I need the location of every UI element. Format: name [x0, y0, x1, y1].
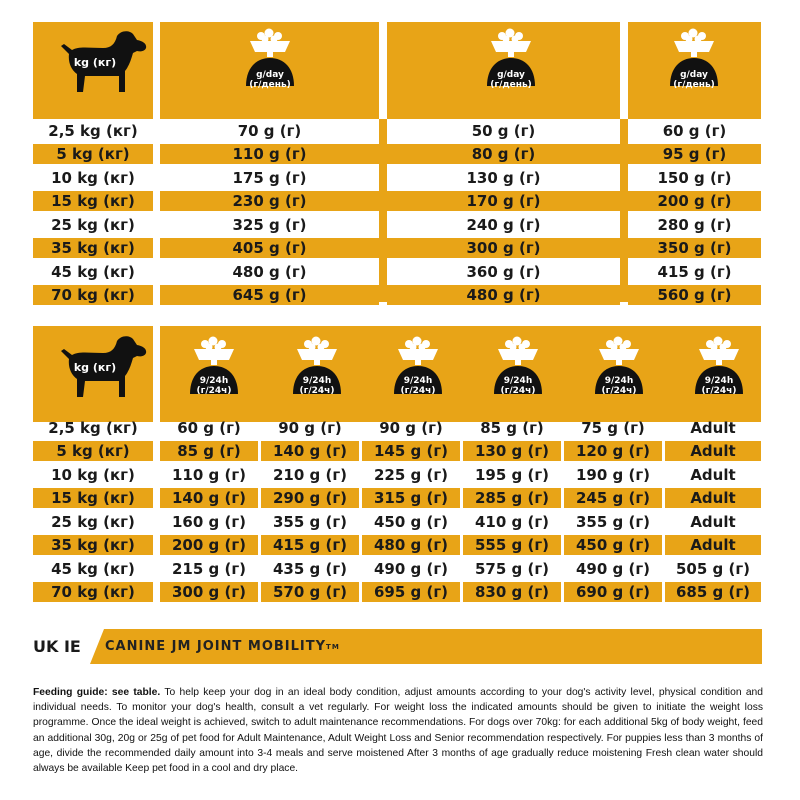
portion-cell: Adult	[690, 418, 736, 437]
weight-cell: 35 kg (кг)	[51, 239, 135, 258]
bowl-label-unit-ru: (г/24ч)	[299, 386, 335, 396]
portion-cell: 450 g (г)	[373, 512, 449, 531]
bowl-label-unit-ru: (г/день)	[673, 80, 715, 90]
portion-cell: 215 g (г)	[171, 559, 247, 578]
food-bowl-scale-icon	[285, 332, 349, 404]
dog-silhouette-icon	[55, 331, 155, 411]
food-bowl-scale-icon	[687, 332, 751, 404]
weight-cell: 45 kg (кг)	[51, 559, 135, 578]
feeding-guide-text: To help keep your dog in an ideal body condition, adjust amounts according to your dog's activity level, physical condition and individual needs. To monitor your dog's health, consult a vet regularly. For weight loss the indicated amounts should be given to initiate the weight loss programme. Once the ideal weight is achieved, switch to adult maintenance recommendations. For dogs over 70kg: for each additional 5kg of body weight, feed an additional 30g, 20g or 25g of pet food for Adult Maintenance, Adult Weight Loss and Senior recommendation respectively. For puppies less than 3 months of age, divide the recommended daily amount into 3-4 meals and serve moistened After 3 months of age gradually reduce moistening Fresh clean water should always be available Keep pet food in a cool and dry place.	[33, 687, 763, 775]
bowl-label-unit: 9/24h	[302, 376, 332, 386]
bowl-label-unit: g/day	[497, 70, 525, 80]
portion-cell: 315 g (г)	[373, 489, 449, 508]
food-bowl-scale-icon	[479, 24, 543, 96]
weight-cell: 15 kg (кг)	[51, 489, 135, 508]
portion-cell: 90 g (г)	[278, 418, 342, 437]
weight-cell: 70 kg (кг)	[51, 286, 135, 305]
table1-divider	[379, 119, 387, 302]
bowl-label-unit: 9/24h	[704, 376, 734, 386]
portion-cell: 480 g (г)	[232, 262, 307, 281]
portion-cell: 150 g (г)	[657, 168, 732, 187]
portion-cell: 60 g (г)	[177, 418, 241, 437]
weight-cell: 45 kg (кг)	[51, 262, 135, 281]
weight-cell: 2,5 kg (кг)	[48, 121, 138, 140]
food-bowl-scale-icon	[662, 24, 726, 96]
portion-cell: Adult	[690, 442, 736, 461]
portion-cell: Adult	[690, 536, 736, 555]
dog-silhouette-icon	[55, 26, 155, 106]
portion-cell: 175 g (г)	[232, 168, 307, 187]
food-bowl-scale-icon	[238, 24, 302, 96]
product-title	[105, 629, 340, 664]
portion-cell: 85 g (г)	[177, 442, 241, 461]
portion-cell: 195 g (г)	[474, 465, 550, 484]
bowl-label-unit: g/day	[680, 70, 708, 80]
portion-cell: 120 g (г)	[575, 442, 651, 461]
portion-cell: 300 g (г)	[466, 239, 541, 258]
bowl-label-unit-ru: (г/24ч)	[196, 386, 232, 396]
portion-cell: Adult	[690, 465, 736, 484]
portion-cell: 230 g (г)	[232, 192, 307, 211]
trademark: TM	[326, 642, 340, 651]
portion-cell: 170 g (г)	[466, 192, 541, 211]
food-bowl-scale-icon	[587, 332, 651, 404]
feeding-guide-heading: Feeding guide: see table.	[33, 687, 161, 698]
bowl-label-unit-ru: (г/24ч)	[500, 386, 536, 396]
bowl-label-unit-ru: (г/день)	[490, 80, 532, 90]
dog-weight-label: kg (кг)	[73, 56, 117, 69]
portion-cell: 225 g (г)	[373, 465, 449, 484]
portion-cell: 480 g (г)	[373, 536, 449, 555]
portion-cell: 95 g (г)	[662, 145, 727, 164]
portion-cell: Adult	[690, 512, 736, 531]
bowl-label-unit: 9/24h	[604, 376, 634, 386]
food-bowl-scale-icon	[386, 332, 450, 404]
bowl-label-unit: 9/24h	[403, 376, 433, 386]
table1-divider	[620, 119, 628, 302]
portion-cell: 360 g (г)	[466, 262, 541, 281]
portion-cell: 110 g (г)	[232, 145, 307, 164]
portion-cell: 325 g (г)	[232, 215, 307, 234]
portion-cell: 685 g (г)	[675, 583, 751, 602]
product-band	[33, 629, 762, 664]
portion-cell: 415 g (г)	[657, 262, 732, 281]
weight-cell: 15 kg (кг)	[51, 192, 135, 211]
portion-cell: 75 g (г)	[581, 418, 645, 437]
portion-cell: 290 g (г)	[272, 489, 348, 508]
portion-cell: 355 g (г)	[575, 512, 651, 531]
portion-cell: 130 g (г)	[474, 442, 550, 461]
portion-cell: 435 g (г)	[272, 559, 348, 578]
portion-cell: 505 g (г)	[675, 559, 751, 578]
feeding-guide	[33, 685, 763, 776]
portion-cell: 450 g (г)	[575, 536, 651, 555]
portion-cell: 350 g (г)	[657, 239, 732, 258]
weight-cell: 70 kg (кг)	[51, 583, 135, 602]
weight-cell: 2,5 kg (кг)	[48, 418, 138, 437]
portion-cell: 200 g (г)	[657, 192, 732, 211]
portion-cell: 830 g (г)	[474, 583, 550, 602]
portion-cell: 140 g (г)	[171, 489, 247, 508]
portion-cell: 85 g (г)	[480, 418, 544, 437]
bowl-label-unit-ru: (г/день)	[249, 80, 291, 90]
portion-cell: 410 g (г)	[474, 512, 550, 531]
weight-cell: 5 kg (кг)	[56, 145, 130, 164]
food-bowl-scale-icon	[486, 332, 550, 404]
portion-cell: 405 g (г)	[232, 239, 307, 258]
weight-cell: 25 kg (кг)	[51, 512, 135, 531]
region-label: UK IE	[33, 629, 90, 664]
food-bowl-scale-icon	[182, 332, 246, 404]
weight-cell: 10 kg (кг)	[51, 465, 135, 484]
portion-cell: 645 g (г)	[232, 286, 307, 305]
portion-cell: 200 g (г)	[171, 536, 247, 555]
portion-cell: 70 g (г)	[237, 121, 302, 140]
bowl-label-unit: 9/24h	[199, 376, 229, 386]
dog-weight-label: kg (кг)	[73, 361, 117, 374]
bowl-label-unit-ru: (г/24ч)	[400, 386, 436, 396]
portion-cell: 50 g (г)	[471, 121, 536, 140]
portion-cell: 280 g (г)	[657, 215, 732, 234]
portion-cell: 160 g (г)	[171, 512, 247, 531]
portion-cell: 90 g (г)	[379, 418, 443, 437]
portion-cell: 240 g (г)	[466, 215, 541, 234]
portion-cell: 415 g (г)	[272, 536, 348, 555]
portion-cell: 575 g (г)	[474, 559, 550, 578]
portion-cell: 690 g (г)	[575, 583, 651, 602]
weight-cell: 5 kg (кг)	[56, 442, 130, 461]
weight-cell: 10 kg (кг)	[51, 168, 135, 187]
portion-cell: 490 g (г)	[373, 559, 449, 578]
portion-cell: 300 g (г)	[171, 583, 247, 602]
portion-cell: 210 g (г)	[272, 465, 348, 484]
portion-cell: 570 g (г)	[272, 583, 348, 602]
portion-cell: 560 g (г)	[657, 286, 732, 305]
portion-cell: 490 g (г)	[575, 559, 651, 578]
weight-cell: 25 kg (кг)	[51, 215, 135, 234]
portion-cell: 110 g (г)	[171, 465, 247, 484]
portion-cell: 285 g (г)	[474, 489, 550, 508]
portion-cell: 480 g (г)	[466, 286, 541, 305]
portion-cell: 60 g (г)	[662, 121, 727, 140]
portion-cell: 145 g (г)	[373, 442, 449, 461]
bowl-label-unit-ru: (г/24ч)	[601, 386, 637, 396]
portion-cell: 190 g (г)	[575, 465, 651, 484]
portion-cell: 140 g (г)	[272, 442, 348, 461]
weight-cell: 35 kg (кг)	[51, 536, 135, 555]
bowl-label-unit-ru: (г/24ч)	[701, 386, 737, 396]
bowl-label-unit: g/day	[256, 70, 284, 80]
portion-cell: Adult	[690, 489, 736, 508]
portion-cell: 355 g (г)	[272, 512, 348, 531]
portion-cell: 80 g (г)	[471, 145, 536, 164]
product-name: CANINE JM JOINT MOBILITY	[105, 639, 327, 654]
portion-cell: 695 g (г)	[373, 583, 449, 602]
portion-cell: 555 g (г)	[474, 536, 550, 555]
bowl-label-unit: 9/24h	[503, 376, 533, 386]
portion-cell: 245 g (г)	[575, 489, 651, 508]
table2-columns-header	[160, 326, 761, 422]
band-notch	[90, 629, 104, 664]
portion-cell: 130 g (г)	[466, 168, 541, 187]
